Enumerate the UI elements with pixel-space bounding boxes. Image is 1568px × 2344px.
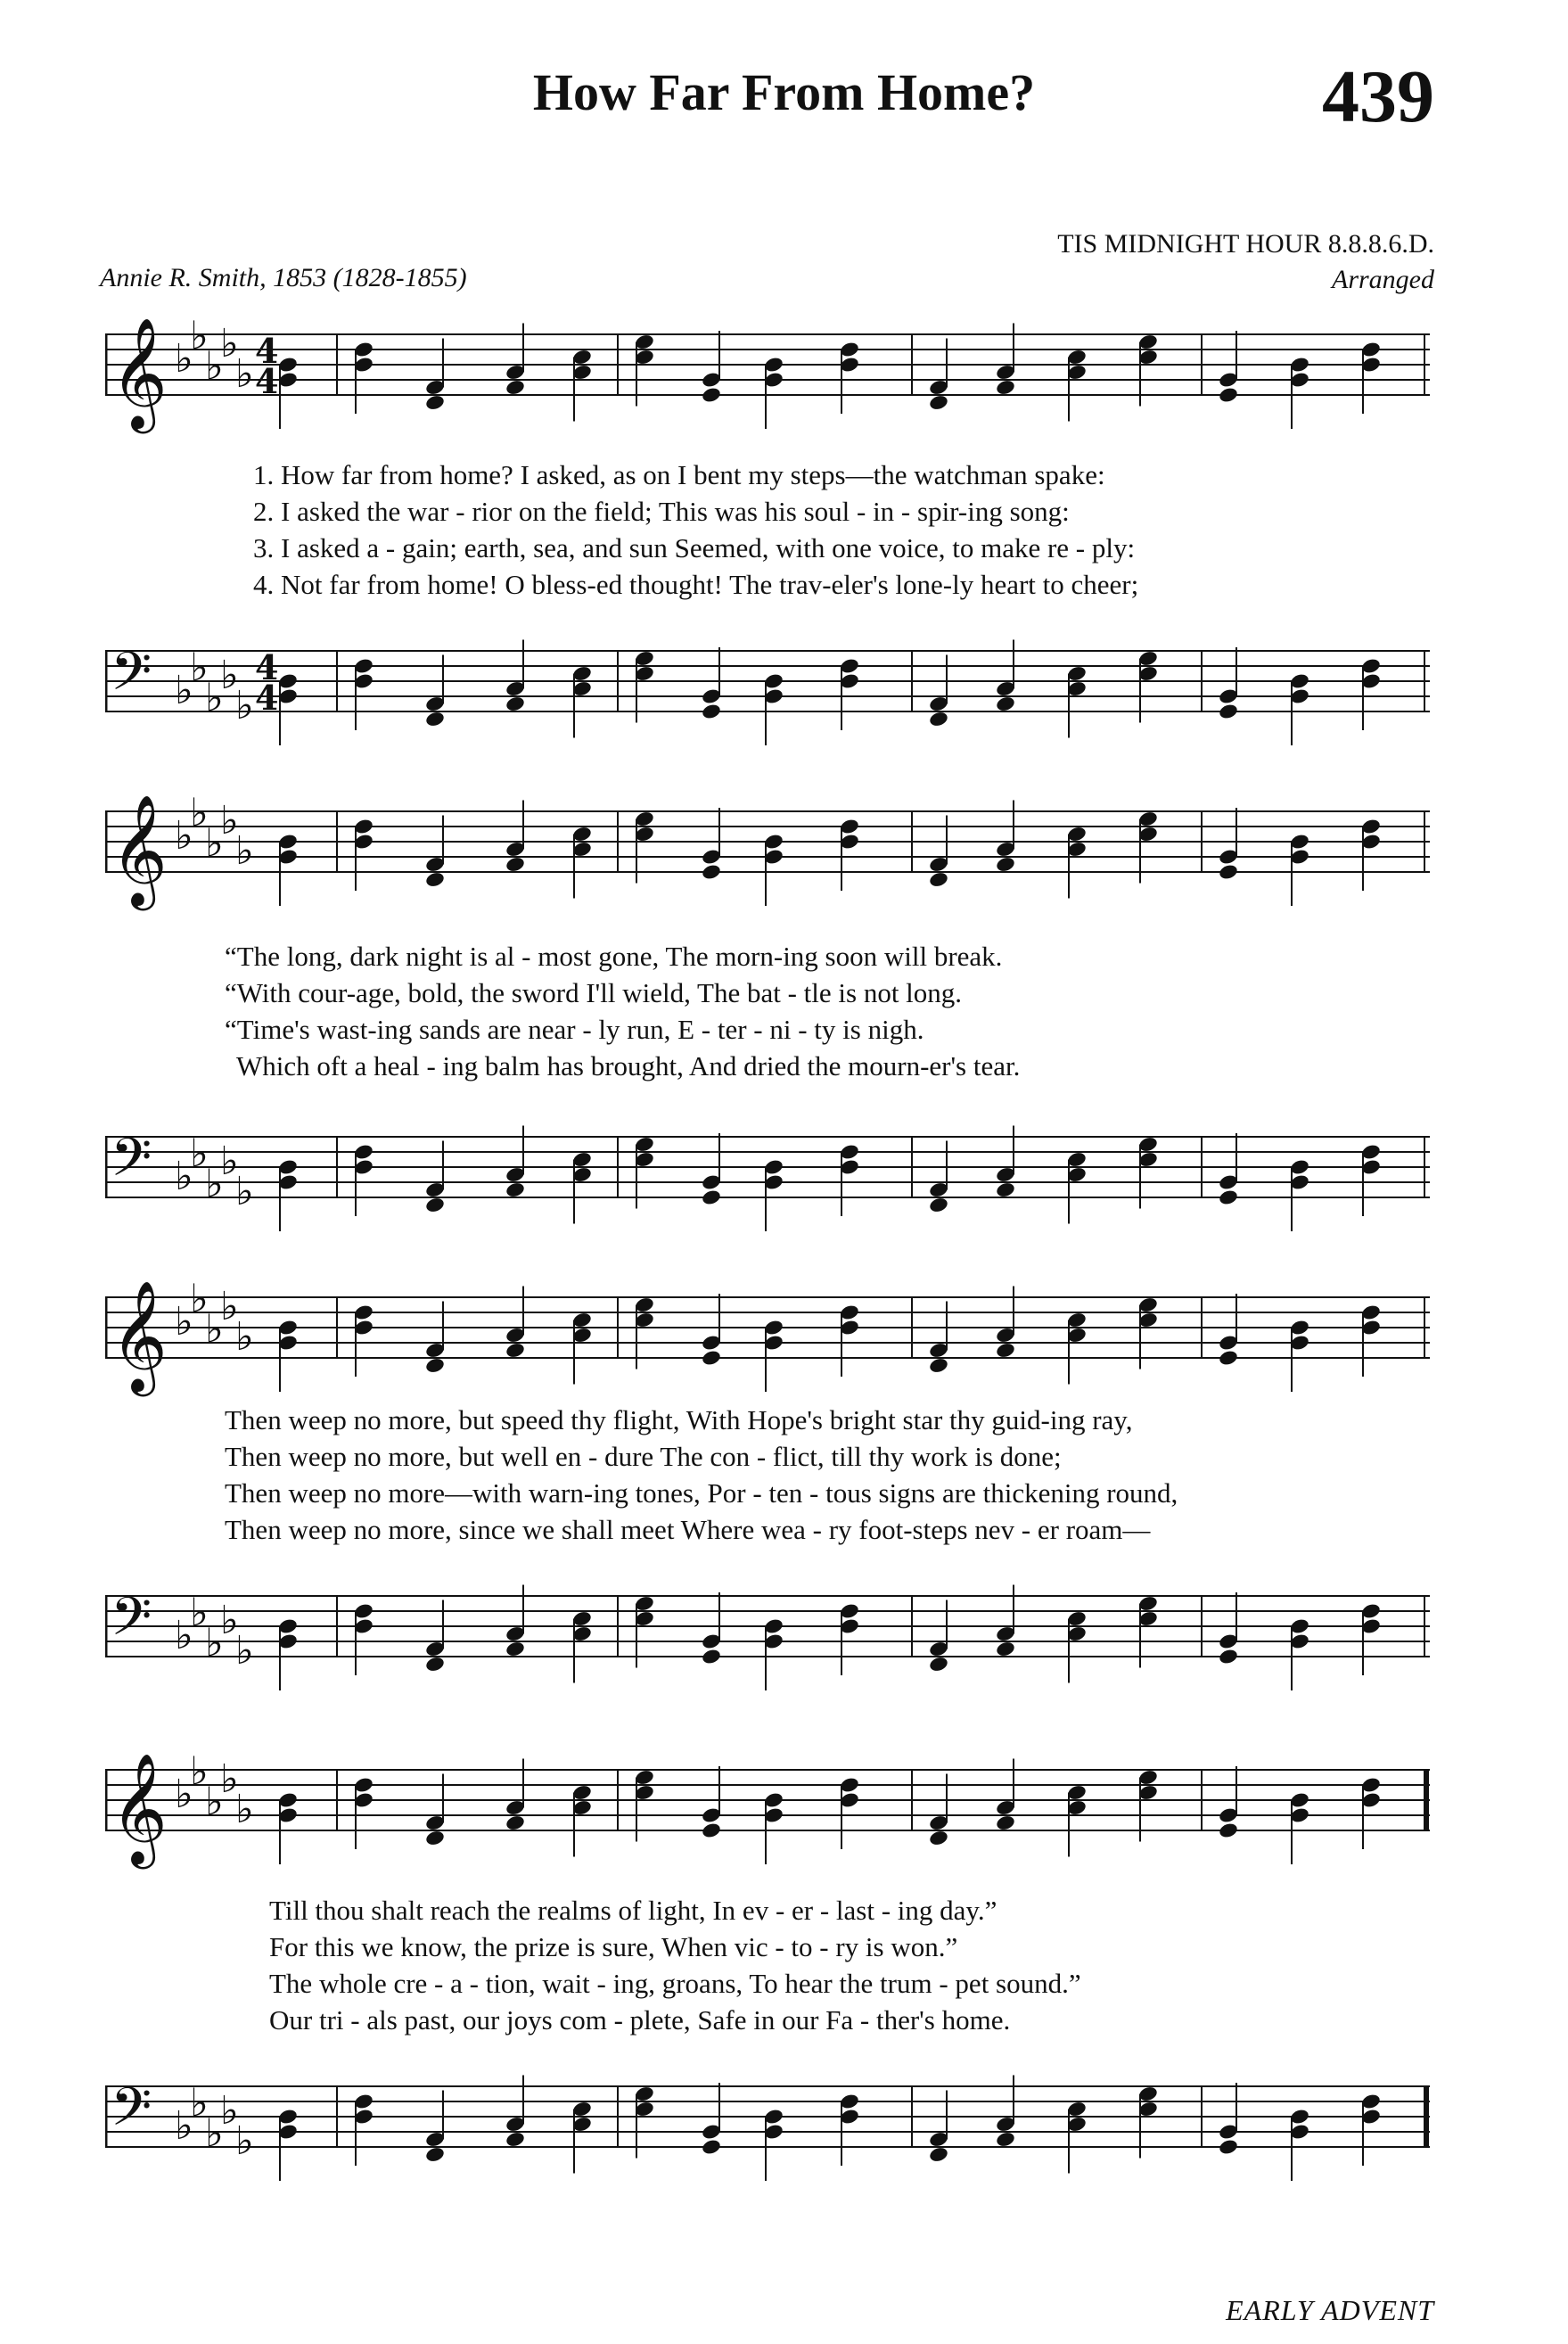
- tune-name: TIS MIDNIGHT HOUR 8.8.8.6.D.: [1057, 229, 1434, 259]
- notehead: [995, 695, 1016, 713]
- notehead: [505, 1641, 526, 1658]
- flat-icon: ♭: [235, 1314, 254, 1360]
- lyric-line: 3. I asked a - gain; earth, sea, and sun Seemed, with one voice, to make re - ply:: [253, 532, 1136, 563]
- notehead: [1218, 1822, 1239, 1839]
- flat-icon: ♭: [205, 1620, 224, 1666]
- notehead: [1218, 703, 1239, 720]
- flat-icon: ♭: [235, 351, 254, 397]
- notehead: [928, 1357, 949, 1375]
- notehead: [995, 1641, 1016, 1658]
- bass-staff: [105, 2060, 1433, 2193]
- notehead: [1218, 863, 1239, 881]
- staff-svg: [105, 1569, 1433, 1703]
- notehead: [424, 1357, 446, 1375]
- notehead: [505, 856, 526, 874]
- notehead: [928, 1830, 949, 1847]
- arranger-credit: Arranged: [1332, 265, 1434, 294]
- staff-svg: [105, 1743, 1433, 1877]
- staff-svg: [105, 1271, 1433, 1404]
- flat-icon: ♭: [175, 1299, 193, 1345]
- lyric-line: Our tri - als past, our joys com - plete, Safe in our Fa - ther's home.: [269, 2004, 1011, 2036]
- notehead: [1218, 1349, 1239, 1367]
- staff-svg: [105, 624, 1433, 758]
- time-signature: 4: [255, 361, 279, 401]
- flat-icon: ♭: [205, 343, 224, 390]
- notehead: [701, 1188, 722, 1206]
- notehead: [701, 863, 722, 881]
- lyric-line: 2. I asked the war - rior on the field; This was his soul - in - spir-ing song:: [253, 496, 1070, 527]
- flat-icon: ♭: [190, 1131, 209, 1177]
- flat-icon: ♭: [175, 1613, 193, 1658]
- notehead: [424, 1197, 446, 1214]
- bass-clef-icon: 𝄢: [111, 1126, 152, 1201]
- flat-icon: ♭: [205, 1306, 224, 1353]
- lyric-line: Then weep no more, but well en - dure The con - flict, till thy work is done;: [225, 1441, 1062, 1472]
- treble-staff: [105, 785, 1433, 918]
- lyric-line: 1. How far from home? I asked, as on I bent my steps—the watchman spake:: [253, 459, 1105, 490]
- flat-icon: ♭: [205, 1161, 224, 1207]
- staff-svg: [105, 1110, 1433, 1244]
- flat-icon: ♭: [205, 675, 224, 721]
- notehead: [1218, 1188, 1239, 1206]
- lyric-line: Then weep no more, since we shall meet Where wea - ry foot-steps nev - er roam—: [225, 1514, 1151, 1545]
- flat-icon: ♭: [205, 1779, 224, 1825]
- time-signature: 4: [255, 331, 279, 371]
- time-signature: 4: [255, 647, 279, 687]
- notehead: [995, 2131, 1016, 2149]
- lyric-line: “The long, dark night is al - most gone, The morn-ing soon will break.: [225, 941, 1003, 972]
- notehead: [701, 1648, 722, 1665]
- bass-clef-icon: 𝄢: [111, 2076, 152, 2151]
- flat-icon: ♭: [235, 683, 254, 728]
- notehead: [424, 2146, 446, 2164]
- notehead: [701, 386, 722, 404]
- notehead: [1218, 1648, 1239, 1665]
- flat-icon: ♭: [190, 1590, 209, 1636]
- bass-clef-icon: 𝄢: [111, 640, 152, 715]
- flat-icon: ♭: [175, 813, 193, 859]
- notehead: [701, 1349, 722, 1367]
- bass-clef-icon: 𝄢: [111, 1585, 152, 1660]
- flat-icon: ♭: [205, 820, 224, 867]
- notehead: [928, 1197, 949, 1214]
- notehead: [424, 394, 446, 412]
- treble-clef-icon: 𝄞: [111, 1753, 168, 1864]
- treble-staff: [105, 1271, 1433, 1404]
- flat-icon: ♭: [220, 1598, 239, 1643]
- staff-svg: [105, 2060, 1433, 2193]
- flat-icon: ♭: [220, 1284, 239, 1329]
- author-credit: Annie R. Smith, 1853 (1828-1855): [100, 263, 467, 292]
- bass-staff: [105, 1110, 1433, 1244]
- hymn-number: 439: [1322, 55, 1434, 138]
- flat-icon: ♭: [220, 2088, 239, 2134]
- flat-icon: ♭: [190, 313, 209, 359]
- flat-icon: ♭: [235, 2118, 254, 2164]
- notehead: [505, 1342, 526, 1360]
- notehead: [701, 703, 722, 720]
- notehead: [1218, 386, 1239, 404]
- notehead: [505, 695, 526, 713]
- notehead: [424, 1656, 446, 1674]
- bass-staff: [105, 1569, 1433, 1703]
- topic-footer: EARLY ADVENT: [1226, 2294, 1434, 2326]
- notehead: [995, 1342, 1016, 1360]
- treble-clef-icon: 𝄞: [111, 794, 168, 906]
- flat-icon: ♭: [175, 668, 193, 713]
- flat-icon: ♭: [220, 653, 239, 698]
- notehead: [995, 856, 1016, 874]
- notehead: [928, 394, 949, 412]
- flat-icon: ♭: [175, 1154, 193, 1199]
- flat-icon: ♭: [235, 828, 254, 874]
- lyric-line: 4. Not far from home! O bless-ed thought! The trav-eler's lone-ly heart to cheer;: [253, 569, 1139, 600]
- notehead: [995, 379, 1016, 397]
- treble-clef-icon: 𝄞: [111, 1280, 168, 1392]
- flat-icon: ♭: [235, 1628, 254, 1674]
- lyric-line: “Time's wast-ing sands are near - ly run, E - ter - ni - ty is nigh.: [225, 1014, 924, 1045]
- notehead: [505, 1181, 526, 1199]
- flat-icon: ♭: [235, 1169, 254, 1214]
- lyric-line: The whole cre - a - tion, wait - ing, groans, To hear the trum - pet sound.”: [269, 1968, 1081, 1999]
- lyric-line: “With cour-age, bold, the sword I'll wield, The bat - tle is not long.: [225, 977, 963, 1008]
- notehead: [928, 2146, 949, 2164]
- notehead: [701, 1822, 722, 1839]
- flat-icon: ♭: [175, 1772, 193, 1817]
- notehead: [424, 871, 446, 889]
- notehead: [1218, 2138, 1239, 2156]
- treble-staff: [105, 1743, 1433, 1877]
- staff-svg: [105, 785, 1433, 918]
- lyric-line: For this we know, the prize is sure, When vic - to - ry is won.”: [269, 1931, 958, 1962]
- notehead: [701, 2138, 722, 2156]
- flat-icon: ♭: [190, 1276, 209, 1322]
- flat-icon: ♭: [190, 2080, 209, 2126]
- time-signature: 4: [255, 678, 279, 718]
- flat-icon: ♭: [175, 336, 193, 382]
- flat-icon: ♭: [175, 2103, 193, 2149]
- notehead: [505, 2131, 526, 2149]
- notehead: [928, 1656, 949, 1674]
- notehead: [424, 711, 446, 728]
- lyric-line: Then weep no more, but speed thy flight, With Hope's bright star thy guid-ing ray,: [225, 1404, 1133, 1435]
- flat-icon: ♭: [220, 321, 239, 366]
- notehead: [928, 871, 949, 889]
- flat-icon: ♭: [190, 645, 209, 691]
- treble-staff: [105, 308, 1433, 441]
- lyric-line: Till thou shalt reach the realms of light, In ev - er - last - ing day.”: [269, 1895, 997, 1926]
- flat-icon: ♭: [190, 1748, 209, 1795]
- notehead: [505, 379, 526, 397]
- treble-clef-icon: 𝄞: [111, 317, 168, 429]
- notehead: [928, 711, 949, 728]
- lyric-line: Then weep no more—with warn-ing tones, Por - ten - tous signs are thickening round,: [225, 1477, 1178, 1509]
- notehead: [424, 1830, 446, 1847]
- flat-icon: ♭: [190, 790, 209, 836]
- flat-icon: ♭: [220, 1139, 239, 1184]
- flat-icon: ♭: [235, 1787, 254, 1832]
- flat-icon: ♭: [220, 798, 239, 843]
- flat-icon: ♭: [220, 1756, 239, 1802]
- bass-staff: [105, 624, 1433, 758]
- lyric-line: Which oft a heal - ing balm has brought, And dried the mourn-er's tear.: [236, 1050, 1021, 1082]
- notehead: [505, 1814, 526, 1832]
- notehead: [995, 1181, 1016, 1199]
- hymn-title: How Far From Home?: [532, 63, 1036, 121]
- staff-svg: [105, 308, 1433, 441]
- flat-icon: ♭: [205, 2110, 224, 2157]
- notehead: [995, 1814, 1016, 1832]
